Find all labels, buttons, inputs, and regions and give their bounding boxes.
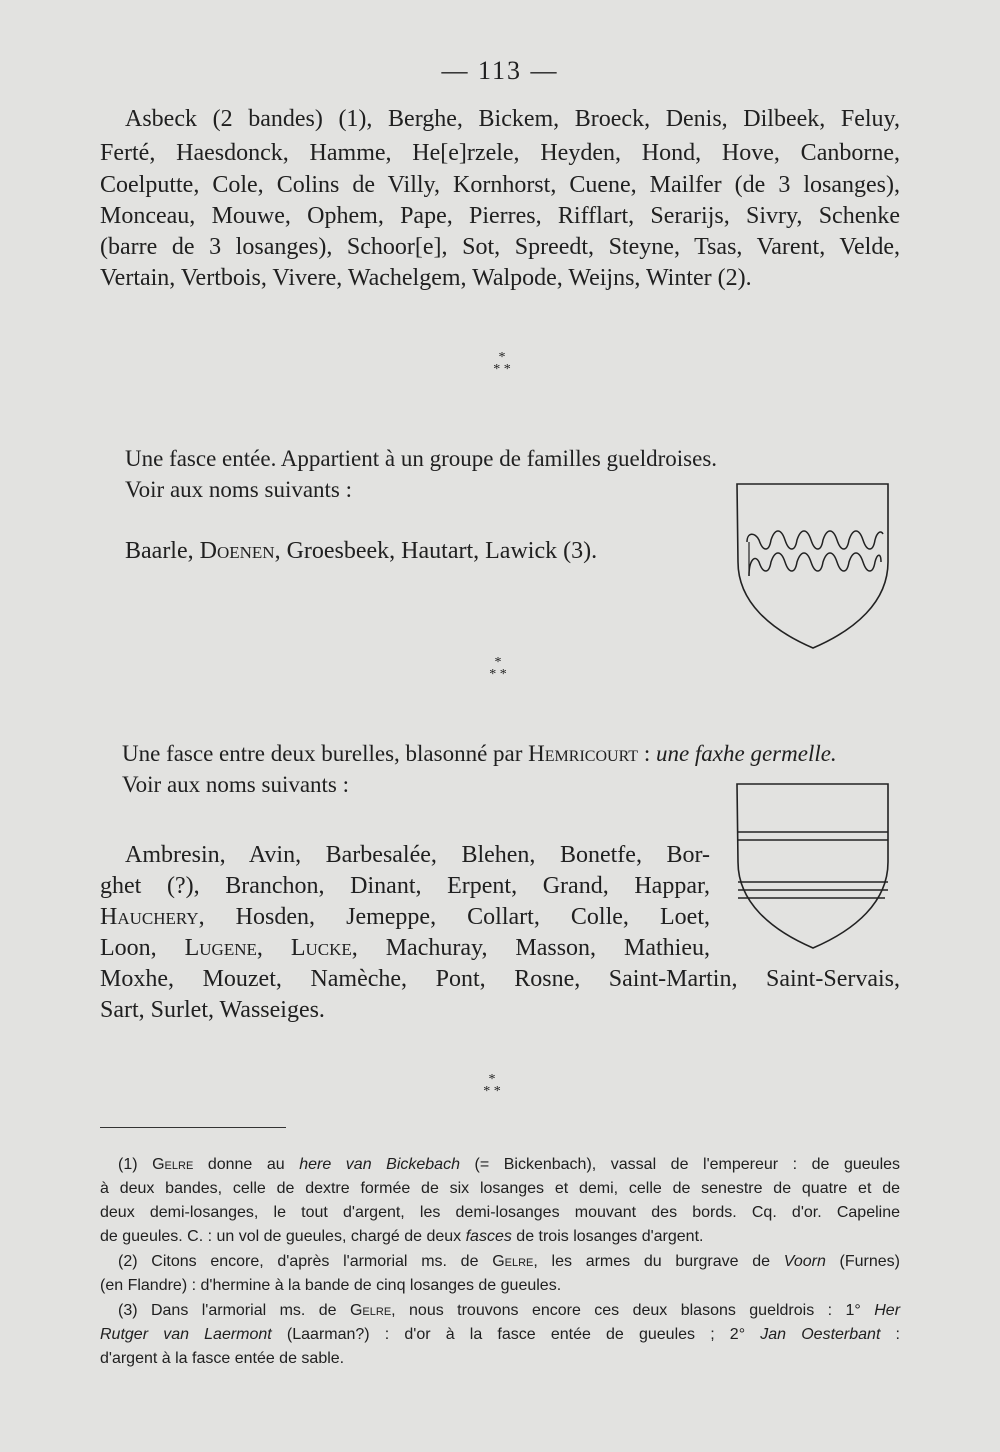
see-names-label: Voir aux noms suivants : xyxy=(122,772,350,797)
name-text: Loon, xyxy=(100,935,185,961)
fn-text: de gueules. C. : un vol de gueules, chargé de deux xyxy=(100,1228,466,1245)
see-names-label: Voir aux noms suivants : xyxy=(125,477,353,502)
name-text: , Hosden, Jemeppe, Collart, Colle, Loet, xyxy=(198,904,710,930)
text-line: Monceau, Mouwe, Ophem, Pape, Pierres, Rifflart, Serarijs, Sivry, Schenke xyxy=(100,203,900,229)
fn-text: (= Bickenbach), vassal de l'empereur : de gueules xyxy=(459,1156,901,1173)
text-line: Vertain, Vertbois, Vivere, Wachelgem, Walpode, Weijns, Winter (2). xyxy=(100,265,752,291)
shield-fasce-burelles-icon xyxy=(735,782,891,952)
text-line: Ambresin, Avin, Barbesalée, Blehen, Bonetfe, Bor- xyxy=(125,842,710,868)
footnote-1-line: deux demi-losanges, le tout d'argent, les demi-losanges mouvant des bords. Cq. d'or. Capeline xyxy=(100,1204,900,1221)
asterism: * * * xyxy=(493,350,511,377)
section-fasce-burelles-intro xyxy=(122,741,837,767)
text-line xyxy=(100,904,710,931)
footnote-1-line xyxy=(100,1225,900,1249)
name-smallcaps: Lugene xyxy=(184,935,257,961)
footnote-separator xyxy=(100,1127,286,1128)
name-smallcaps: Lucke xyxy=(290,935,352,961)
section-fasce-entee-intro: Une fasce entée. Appartient à un groupe de familles gueldroises. xyxy=(125,446,718,471)
fn-text: , nous trouvons encore ces deux blasons gueldrois : 1° xyxy=(391,1302,875,1319)
asterism: * * * xyxy=(489,655,507,682)
text-line: (barre de 3 losanges), Schoor[e], Sot, Spreedt, Steyne, Tsas, Varent, Velde, xyxy=(100,234,900,260)
name-text: Baarle, xyxy=(125,538,200,564)
text-line: Asbeck (2 bandes) (1), Berghe, Bickem, Broeck, Denis, Dilbeek, Feluy, xyxy=(125,106,900,132)
fn-text: donne au xyxy=(193,1156,300,1173)
text-line: Moxhe, Mouzet, Namèche, Pont, Rosne, Saint-Martin, Saint-Servais, xyxy=(100,966,900,992)
name-text: , Machuray, Masson, Mathieu, xyxy=(351,935,710,961)
fn-italic: here van Bickebach xyxy=(299,1156,460,1173)
footnote-3-line xyxy=(118,1299,900,1323)
name-smallcaps: Hauchery xyxy=(100,904,199,930)
text-line: Ferté, Haesdonck, Hamme, He[e]rzele, Heyden, Hond, Hove, Canborne, xyxy=(100,140,900,166)
fn-smallcaps: Gelre xyxy=(349,1302,392,1319)
fn-text: de trois losanges d'argent. xyxy=(511,1228,704,1245)
text-line: ghet (?), Branchon, Dinant, Erpent, Grand, Happar, xyxy=(100,873,710,899)
name-text: , Groesbeek, Hautart, Lawick (3). xyxy=(274,538,598,564)
footnote-3-line xyxy=(100,1323,900,1347)
fn-text: (Laarman?) : d'or à la fasce entée de gueules ; 2° xyxy=(271,1326,761,1343)
names-fasce-entee xyxy=(125,538,597,565)
author-smallcaps: Hemricourt xyxy=(528,741,639,766)
fn-text: (1) xyxy=(118,1156,153,1173)
fn-italic: fasces xyxy=(465,1228,512,1245)
fn-smallcaps: Gelre xyxy=(152,1156,194,1173)
fn-italic: Voorn xyxy=(783,1253,826,1270)
blazon-quote: une faxhe germelle. xyxy=(655,741,837,766)
text-line xyxy=(100,935,710,962)
footnote-2-line: (en Flandre) : d'hermine à la bande de cinq losanges de gueules. xyxy=(100,1277,562,1294)
shield-fasce-entee-icon xyxy=(735,482,891,652)
fn-italic: Rutger van Laermont xyxy=(100,1326,272,1343)
footnote-1-line xyxy=(118,1153,900,1177)
text-line: Sart, Surlet, Wasseiges. xyxy=(100,997,325,1023)
fn-text: (3) Dans l'armorial ms. de xyxy=(118,1302,350,1319)
page-number: — 113 — xyxy=(441,56,559,85)
footnote-3-line: d'argent à la fasce entée de sable. xyxy=(100,1350,345,1367)
fn-text: : xyxy=(880,1326,900,1343)
fn-italic: Her xyxy=(874,1302,901,1319)
fn-text: (Furnes) xyxy=(825,1253,901,1270)
footnote-2-line xyxy=(118,1250,900,1274)
name-smallcaps: Doenen xyxy=(199,538,275,564)
name-text: , xyxy=(256,935,291,961)
intro-text: Une fasce entre deux burelles, blasonné par xyxy=(122,741,529,766)
fn-italic: Jan Oesterbant xyxy=(760,1326,881,1343)
footnote-1-line: à deux bandes, celle de dextre formée de six losanges et demi, celle de senestre de quatre et de xyxy=(100,1180,900,1197)
fn-smallcaps: Gelre xyxy=(492,1253,534,1270)
asterism: * * * xyxy=(483,1072,501,1099)
fn-text: (2) Citons encore, d'après l'armorial ms. de xyxy=(118,1253,493,1270)
fn-text: , les armes du burgrave de xyxy=(533,1253,784,1270)
intro-text: : xyxy=(638,741,656,766)
text-line: Coelputte, Cole, Colins de Villy, Kornhorst, Cuene, Mailfer (de 3 losanges), xyxy=(100,172,900,198)
